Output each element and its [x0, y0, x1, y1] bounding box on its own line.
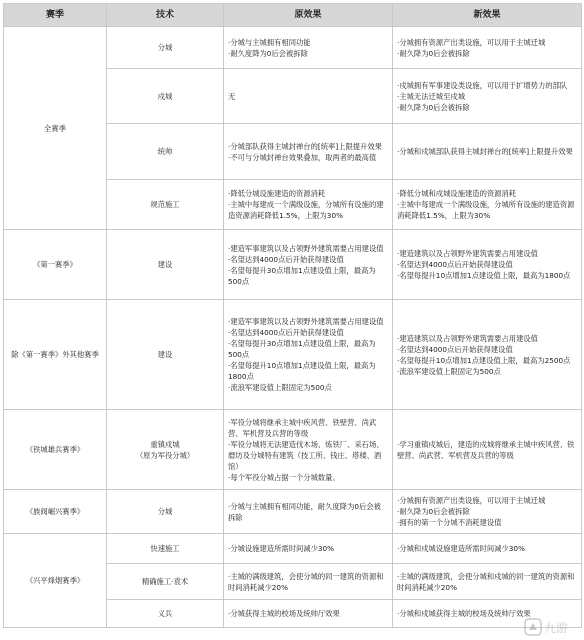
effect-line: ·名望每提升10点增加1点建设值上限，最高为1800点: [228, 361, 376, 381]
effect-line: ·分城和戍城设施建造所需时间减少30%: [397, 544, 525, 553]
effect-line: ·名望每提升10点增加1点建设值上限，最高为2500点: [397, 355, 571, 365]
effect-line: ·名望达到4000点后开始获得建设值: [228, 328, 344, 337]
table-row: [4, 230, 582, 300]
season-cell: 全赛季: [4, 27, 107, 230]
tech-cell: 精确施工·袁术: [107, 564, 224, 600]
effect-line: ·学习重镇戍城后，建造的戍城将继承主城中疾风营、铁壁营、尚武营、军机营及兵营的等级: [397, 439, 575, 460]
effect-line: 无: [228, 91, 236, 101]
new-effect-cell: [393, 230, 582, 300]
watermark-logo: [524, 616, 578, 638]
effect-line: ·建造建筑以及占领野外建筑需要占用建设值: [397, 333, 538, 343]
season-tech-table: [3, 3, 582, 628]
original-effect-cell: [224, 230, 393, 300]
new-effect-cell: [393, 69, 582, 124]
effect-line: ·建造建筑以及占领野外建筑需要占用建设值: [397, 249, 538, 258]
effect-line: ·耐久降为0后会被拆除: [397, 507, 470, 516]
effect-line: ·名望达到4000点后开始获得建设值: [397, 260, 513, 269]
tech-cell: 建设: [107, 230, 224, 300]
tech-cell: 义兵: [107, 600, 224, 628]
effect-line: ·分城拥有资源产出类设施，可以用于主城迁城: [397, 37, 546, 47]
new-effect-cell: [393, 180, 582, 230]
header-row: [4, 4, 582, 27]
table-row: [4, 27, 582, 69]
effect-line: ·名望每提升10点增加1点建设值上限，最高为1800点: [397, 271, 571, 280]
table-row: [4, 534, 582, 564]
watermark-icon-mark: [529, 623, 537, 630]
effect-line: ·降低分城和戍城设施建造的资源消耗: [397, 189, 517, 198]
effect-line: ·耐久降为0后会被拆除: [397, 102, 470, 112]
header-tech: 技术: [107, 4, 224, 27]
effect-line: ·名望达到4000点后开始获得建设值: [228, 254, 344, 264]
effect-line: ·拥有的第一个分城不消耗建设值: [397, 518, 502, 527]
tech-cell: 重镇戍城 （原为军役分城）: [107, 410, 224, 490]
season-cell: 《兴平烽烟赛季》: [4, 534, 107, 628]
season-cell: 《铁城雄兵赛季》: [4, 410, 107, 490]
original-effect-cell: [224, 564, 393, 600]
effect-line: ·名望每提升30点增加1点建设值上限，最高为500点: [228, 265, 376, 286]
new-effect-cell: [393, 124, 582, 180]
original-effect-cell: [224, 27, 393, 69]
effect-line: ·名望每提升30点增加1点建设值上限，最高为500点: [228, 339, 376, 359]
original-effect-cell: [224, 410, 393, 490]
original-effect-cell: [224, 69, 393, 124]
effect-line: ·主城无法迁城至戍城: [397, 91, 465, 101]
season-cell: 除《第一赛季》外其他赛季: [4, 300, 107, 410]
effect-line: ·主城中每建成一个满级设施，分城所有设施的建造资源消耗降低1.5%，上限为30%: [397, 200, 575, 220]
effect-line: ·名望达到4000点后开始获得建设值: [397, 344, 513, 354]
effect-line: ·建造军事建筑以及占领野外建筑需要占用建设值: [228, 317, 384, 326]
new-effect-cell: [393, 410, 582, 490]
effect-line: ·主城的满级建筑，会使分城和戍城的同一建筑的资源和时间消耗减少20%: [397, 571, 575, 592]
effect-line: ·分城与主城拥有相同功能: [228, 37, 311, 47]
tech-cell: 分城: [107, 27, 224, 69]
tech-cell: 分城: [107, 490, 224, 534]
effect-line: ·军役分城将无法建造伐木场、炼铁厂、采石场、磨坊及分城特有建筑（技工所、钱庄、塔楼、酒馆）: [228, 439, 384, 471]
tech-cell: 建设: [107, 300, 224, 410]
header-season: 赛季: [4, 4, 107, 27]
effect-line: ·军役分城将继承主城中疾风营、铁壁营、尚武营、军机营及兵营的等级: [228, 417, 377, 438]
tech-cell: 规范施工: [107, 180, 224, 230]
table-row: [4, 410, 582, 490]
new-effect-cell: [393, 27, 582, 69]
effect-line: ·建造军事建筑以及占领野外建筑需要占用建设值: [228, 243, 384, 253]
tech-cell: 统帅: [107, 124, 224, 180]
new-effect-cell: [393, 300, 582, 410]
effect-line: ·分城和戍城获得主城的校场及统帅厅效果: [397, 609, 531, 618]
effect-line: ·降低分城设施建造的资源消耗: [228, 189, 326, 198]
header-new-effect: 新效果: [393, 4, 582, 27]
season-cell: 《第一赛季》: [4, 230, 107, 300]
season-cell: 《族阀崛兴赛季》: [4, 490, 107, 534]
new-effect-cell: [393, 490, 582, 534]
effect-line: ·耐久降为0后会被拆除: [397, 48, 470, 58]
table-row: [4, 300, 582, 410]
effect-line: ·每个军役分城占据一个分城数量。: [228, 472, 340, 482]
effect-line: ·分城设施建造所需时间减少30%: [228, 544, 335, 553]
new-effect-cell: [393, 534, 582, 564]
effect-line: ·戍城拥有军事建设类设施，可以用于扩增势力的部队: [397, 80, 568, 90]
new-effect-cell: [393, 564, 582, 600]
effect-line: ·不可与分城封禅台效果叠加，取两者的最高值: [228, 152, 377, 162]
effect-line: ·分城与主城拥有相同功能，耐久度降为0后会被拆除: [228, 501, 381, 522]
tech-cell: 快速施工: [107, 534, 224, 564]
original-effect-cell: [224, 300, 393, 410]
watermark-text: 九游: [544, 621, 569, 635]
effect-line: ·流浪军建设值上限固定为500点: [397, 366, 501, 376]
original-effect-cell: [224, 600, 393, 628]
tech-cell: 戍城: [107, 69, 224, 124]
effect-line: ·分城获得主城的校场及统帅厅效果: [228, 609, 340, 618]
original-effect-cell: [224, 124, 393, 180]
original-effect-cell: [224, 534, 393, 564]
original-effect-cell: [224, 180, 393, 230]
table-row: [4, 490, 582, 534]
original-effect-cell: [224, 490, 393, 534]
effect-line: ·主城中每建成一个满级设施，分城所有设施的建造资源消耗降低1.5%，上限为30%: [228, 200, 384, 220]
effect-line: ·流浪军建设值上限固定为500点: [228, 383, 332, 392]
effect-line: ·耐久度降为0后会被拆除: [228, 48, 308, 58]
effect-line: ·分城和戍城部队获得主城封禅台的[统率]上限提升效果: [397, 147, 573, 156]
effect-line: ·分城拥有资源产出类设施，可以用于主城迁城: [397, 496, 546, 505]
effect-line: ·主城的满级建筑，会使分城的同一建筑的资源和时间消耗减少20%: [228, 571, 384, 592]
effect-line: ·分城部队获得主城封禅台的[统率]上限提升效果: [228, 141, 382, 151]
header-original-effect: 原效果: [224, 4, 393, 27]
